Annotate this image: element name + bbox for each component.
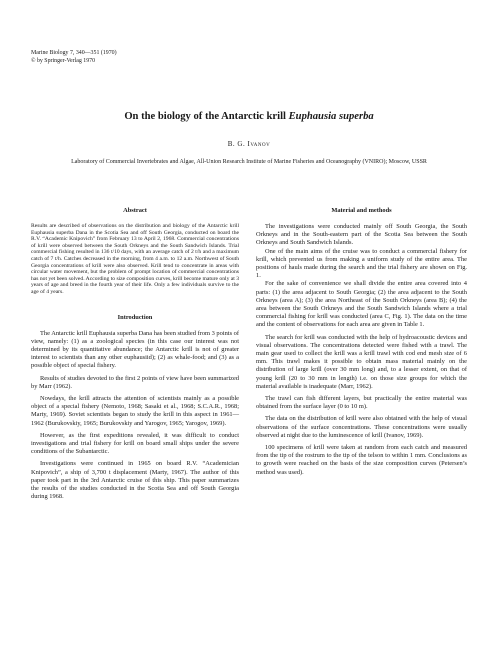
article-title — [0, 111, 498, 122]
materials-paragraph-7: 100 specimens of krill were taken at random from each catch and measured from the tip of the rostrum to the tip of the telson to within 1 mm. Conclusions as to growth were reached on the basis of the size composition curves (Petersen’s method was used). — [256, 444, 467, 476]
author-name: B. G. Ivanov — [227, 140, 271, 148]
materials-paragraph-2: One of the main aims of the cruise was to conduct a commercial fishery for krill, which prevented us from making a uniform study of the entire area. The positions of hauls made during the search and the trial fishery are shown on Fig. 1. — [256, 247, 467, 280]
intro-paragraph-4: However, as the first expeditions revealed, it was difficult to conduct investigations and trial fishery for krill on board small ships under the severe conditions of the Subantarctic. — [31, 431, 239, 456]
author-affiliation: Laboratory of Commercial Invertebrates and Algae, All-Union Research Institute of Marine Fisheries and Oceanography (VNIRO); Moscow, USSR — [71, 159, 427, 165]
abstract-heading: Abstract — [123, 207, 147, 214]
intro-paragraph-3: Nowdays, the krill attracts the attention of scientists mainly as a possible object of a special fishery (Nemoto, 1968; Sasaki et al., 1968; S.C.A.R., 1968; Marty, 1969). Soviet scientists began to study the krill in this aspect in 1961—1962 (Burukovskiy, 1965; Burukovskiy and Yarogov, 1965; Yarogov, 1969). — [31, 394, 239, 427]
intro-paragraph-5: Investigations were continued in 1965 on board R.V. “Academician Knipovich”, a ship of 3,700 t displacement (Marty, 1967). The author of this paper took part in the 3rd Antarctic cruise of this ship. This paper summarizes the results of the studies conducted in the Scotia Sea and off South Georgia during 1968. — [31, 460, 239, 501]
abstract-text: Results are described of observations on the distribution and biology of the Antarctic krill Euphausia superba Dana in the Scotia Sea and off South Georgia, conducted on board the R.V. “Academic Knipovich” from February 13 to April 2, 1968. Commercial concentrations of krill were observed between the South Orkneys and the South Sandwich Islands. Trial commercial fishing resulted in 136 t/10 days, with an average catch of 2 t/h and a maximum catch of 7 t/h. Catches decreased in the morning, from 4 a.m. to 12 a.m. Northwest of South Georgia concentrations of krill were also observed. Krill tend to concentrate in areas with circular water movement, but the problem of prompt location of commercial concentrations has not yet been solved. According to size composition curves, krill become mature only at 3 years of age and breed in the fourth year of their life. Only a few individuals survive to the age of 4 years. — [31, 223, 240, 295]
article-title-main: On the biology of the Antarctic krill — [124, 111, 289, 122]
introduction-heading: Introduction — [117, 313, 153, 321]
materials-paragraph-4: The search for krill was conducted with the help of hydroacoustic devices and visual observations. The concentrations detected were fished with a trawl. The main gear used to collect the krill was a krill trawl with cod end mesh size of 6 mm. This trawl makes it possible to obtain mass material mainly on the distribution of large krill (over 30 mm long) and, to a lesser extent, on that of young krill (20 to 30 mm in length) i.e. on those size groups for which the material available is inadequate (Marr, 1962). — [256, 333, 467, 390]
left-column — [31, 207, 239, 501]
article-title-species: Euphausia superba — [288, 111, 374, 122]
intro-paragraph-2: Results of studies devoted to the first 2 points of view have been summarized by Marr (1962). — [31, 374, 239, 390]
copyright-line: © by Springer-Verlag 1970 — [31, 58, 96, 64]
materials-paragraph-5: The trawl can fish different layers, but practically the entire material was obtained from the surface layer (0 to 10 m). — [256, 395, 467, 411]
materials-paragraph-3: For the sake of convenience we shall divide the entire area covered into 4 parts: (1) the area adjacent to South Georgia; (2) the area adjacent to the South Orkneys (area A); (3) the area Northeast of the South Orkneys (area B); (4) the area between the South Orkneys and the South Sandwich Islands where a trial commercial fishing for krill was conducted (area C, Fig. 1). The data on the time and the content of observations for each area are given in Table 1. — [256, 280, 467, 329]
materials-paragraph-6: The data on the distribution of krill were also obtained with the help of visual observations of the surface concentrations. These concentrations were usually observed at night due to the luminescence of krill (Ivanov, 1969). — [256, 415, 467, 439]
right-column — [256, 207, 467, 477]
materials-paragraph-1: The investigations were conducted mainly off South Georgia, the South Orkneys and in the South-eastern part of the Scotia Sea between the South Orkneys and South Sandwich Islands. — [256, 223, 467, 247]
journal-citation: Marine Biology 7, 340—351 (1970) — [31, 50, 117, 56]
materials-heading: Material and methods — [331, 207, 392, 214]
intro-paragraph-1: The Antarctic krill Euphausia superba Dana has been studied from 3 points of view, namely: (1) as a zoological species (in this case our interest was not determined by its quantitative abundance; the Antarctic krill is not of greater interest to scientists than any other euphausiid); (2) as whale-food; and (3) as a possible object of special fishery. — [31, 329, 239, 370]
